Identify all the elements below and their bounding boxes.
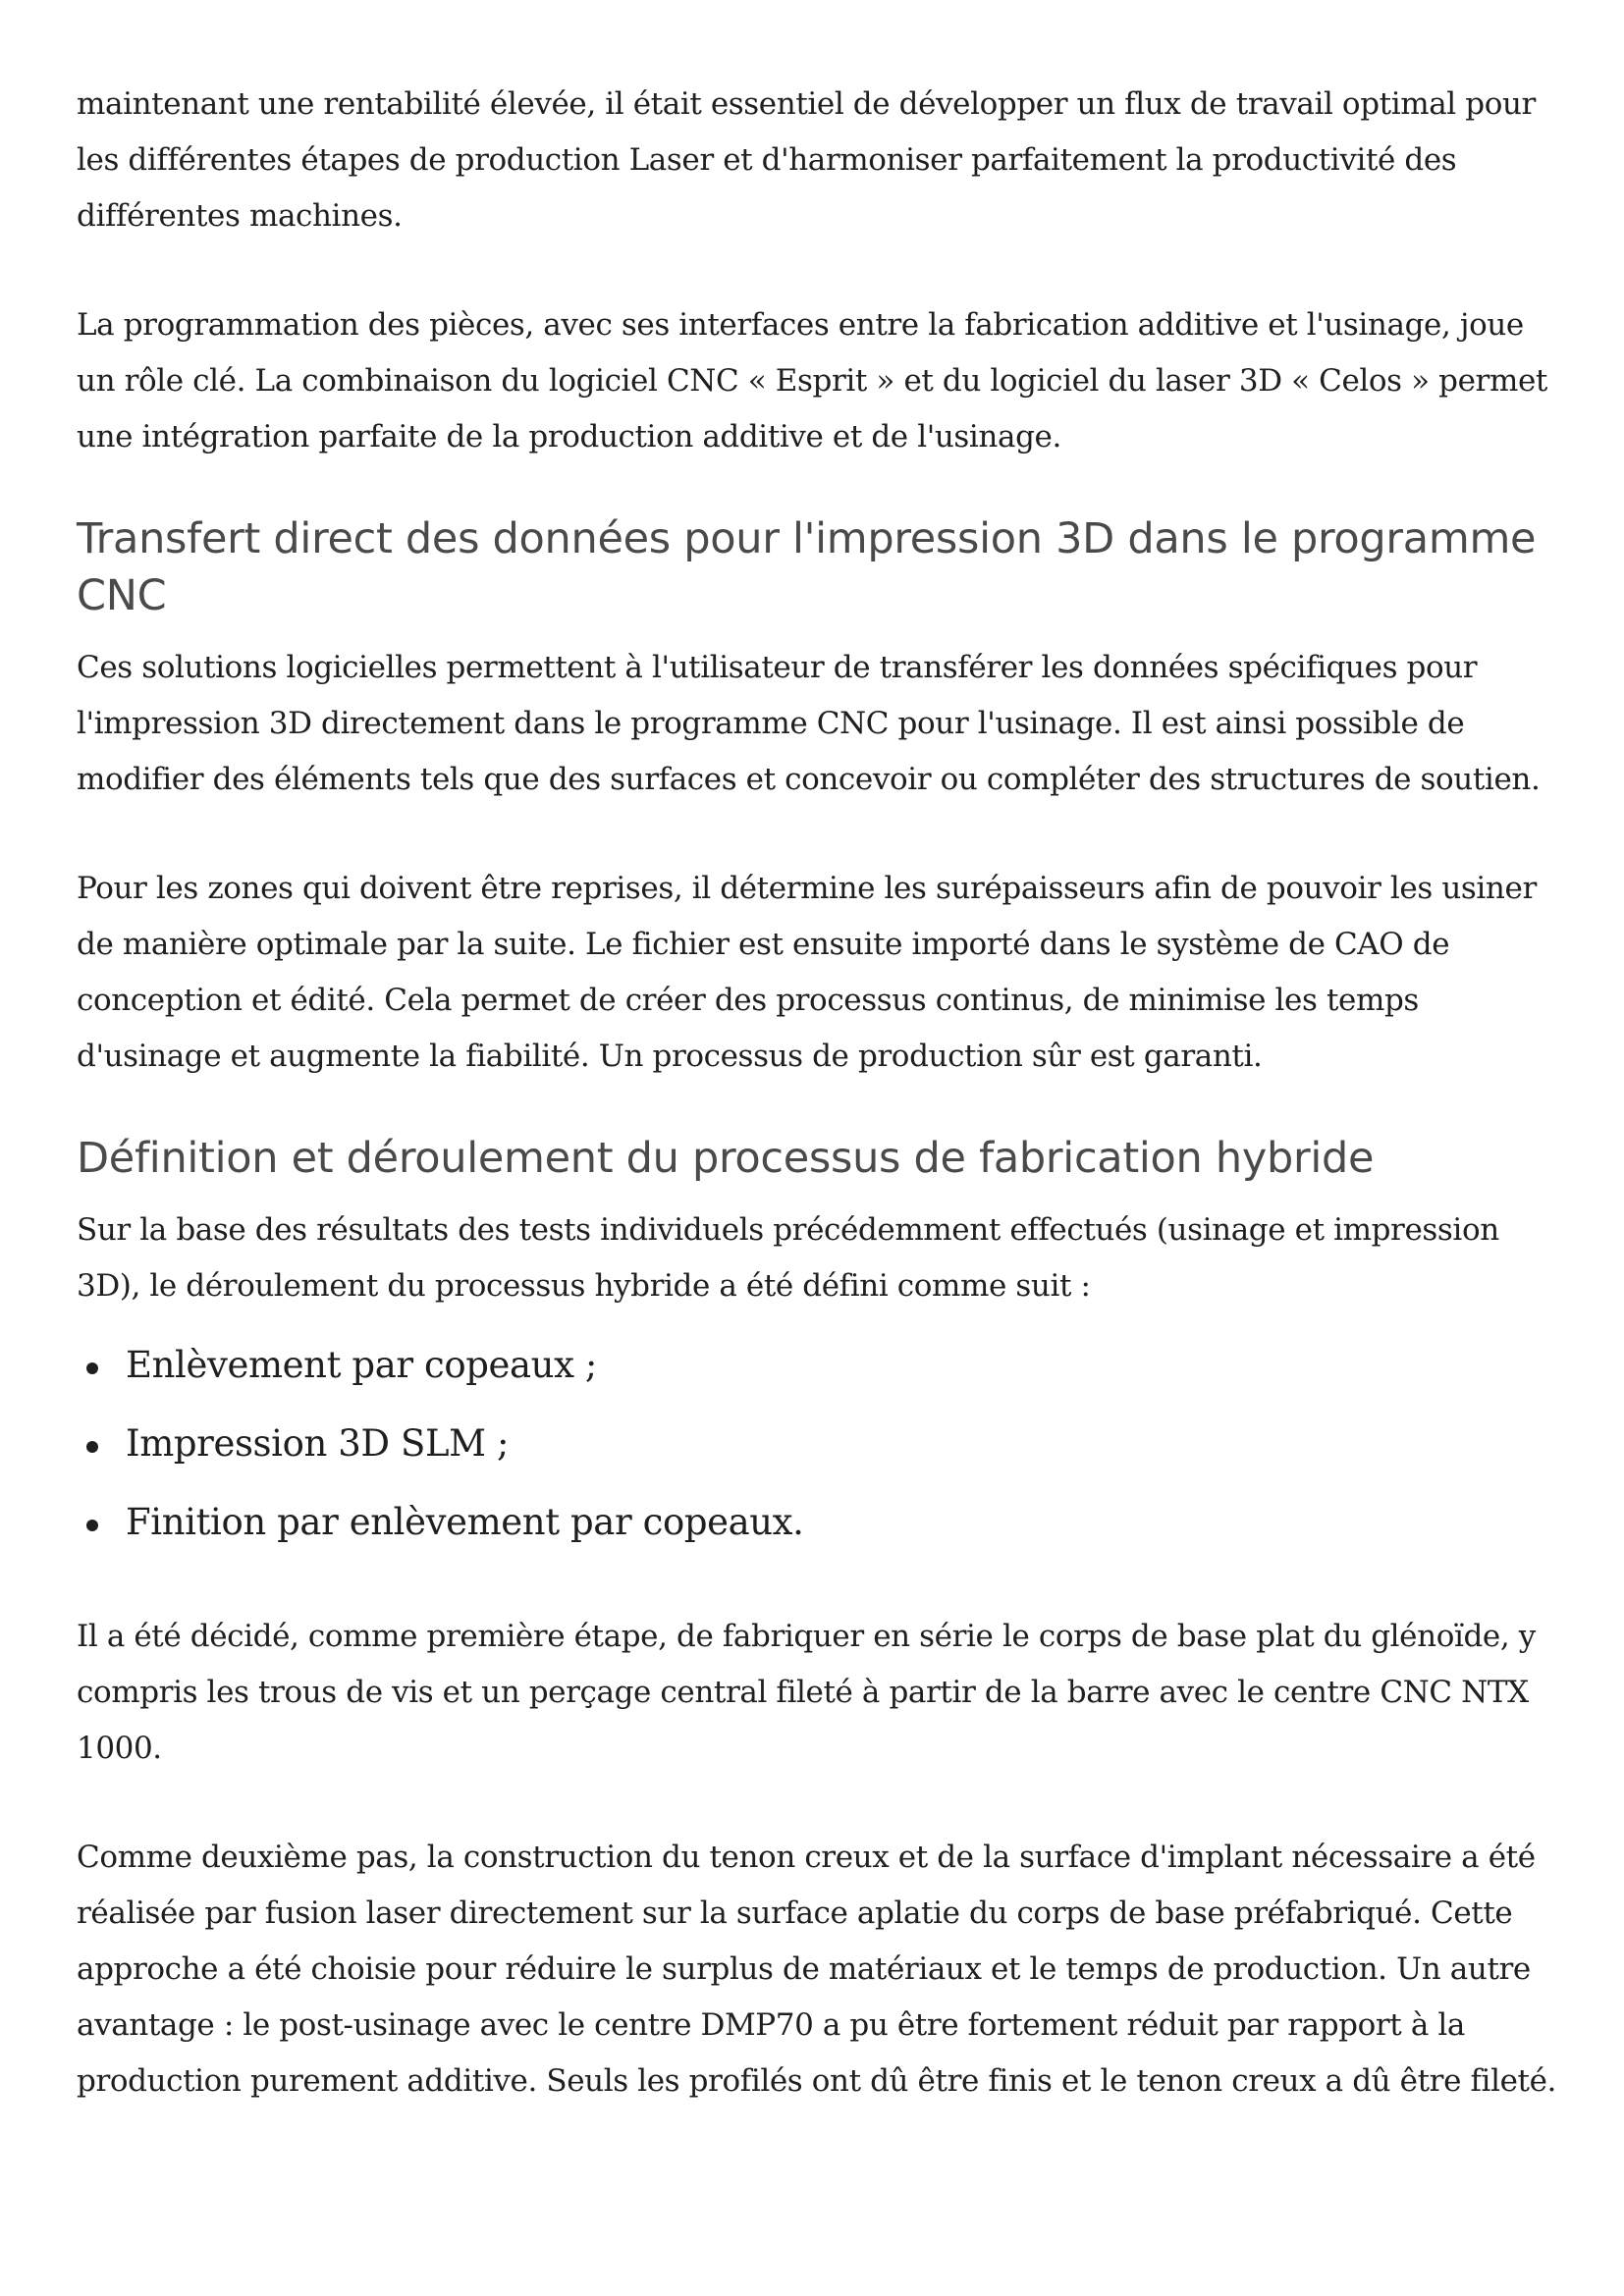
paragraph-workflow: maintenant une rentabilité élevée, il était essentiel de développer un flux de travail optimal pour les différentes étapes de production Laser et d'harmoniser parfaitement la productivité des différentes machines. [77,86,1536,234]
paragraph-first-step: Il a été décidé, comme première étape, de fabriquer en série le corps de base plat du glénoïde, y compris les trous de vis et un perçage central fileté à partir de la barre avec le centre CNC NTX 1000. [77,1619,1536,1766]
paragraph-process-intro: Sur la base des résultats des tests individuels précédemment effectués (usinage et impression 3D), le déroulement du processus hybride a été défini comme suit : [77,1212,1499,1304]
document-page [77,77,1569,2109]
list-item: Finition par enlèvement par copeaux. [77,1483,1569,1562]
list-item: Enlèvement par copeaux ; [77,1326,1569,1405]
paragraph-software-solutions: Ces solutions logicielles permettent à l'utilisateur de transférer les données spécifiques pour l'impression 3D directement dans le programme CNC pour l'usinage. Il est ainsi possible de modifier des éléments tels que des surfaces et concevoir ou compléter des structures de soutien. [77,650,1541,797]
paragraph-second-step: Comme deuxième pas, la construction du tenon creux et de la surface d'implant nécessaire a été réalisée par fusion laser directement sur la surface aplatie du corps de base préfabriqué. Cette approche a été choisie pour réduire le surplus de matériaux et le temps de production. Un autre avantage : le post-usinage avec le centre DMP70 a pu être fortement réduit par rapport à la production purement additive. Seuls les profilés ont dû être finis et le tenon creux a dû être fileté. [77,1840,1556,2099]
section-heading-hybrid-process: Définition et déroulement du processus de fabrication hybride [77,1134,1375,1183]
process-steps-list [77,1326,1569,1562]
list-item: Impression 3D SLM ; [77,1405,1569,1483]
paragraph-rework-zones: Pour les zones qui doivent être reprises, il détermine les surépaisseurs afin de pouvoir les usiner de manière optimale par la suite. Le fichier est ensuite importé dans le système de CAO de conception et édité. Cela permet de créer des processus continus, de minimise les temps d'usinage et augmente la fiabilité. Un processus de production sûr est garanti. [77,871,1537,1074]
section-heading-data-transfer: Transfert direct des données pour l'impression 3D dans le programme CNC [77,514,1537,620]
paragraph-programming: La programmation des pièces, avec ses interfaces entre la fabrication additive et l'usinage, joue un rôle clé. La combinaison du logiciel CNC « Esprit » et du logiciel du laser 3D « Celos » permet une intégration parfaite de la production additive et de l'usinage. [77,307,1547,454]
